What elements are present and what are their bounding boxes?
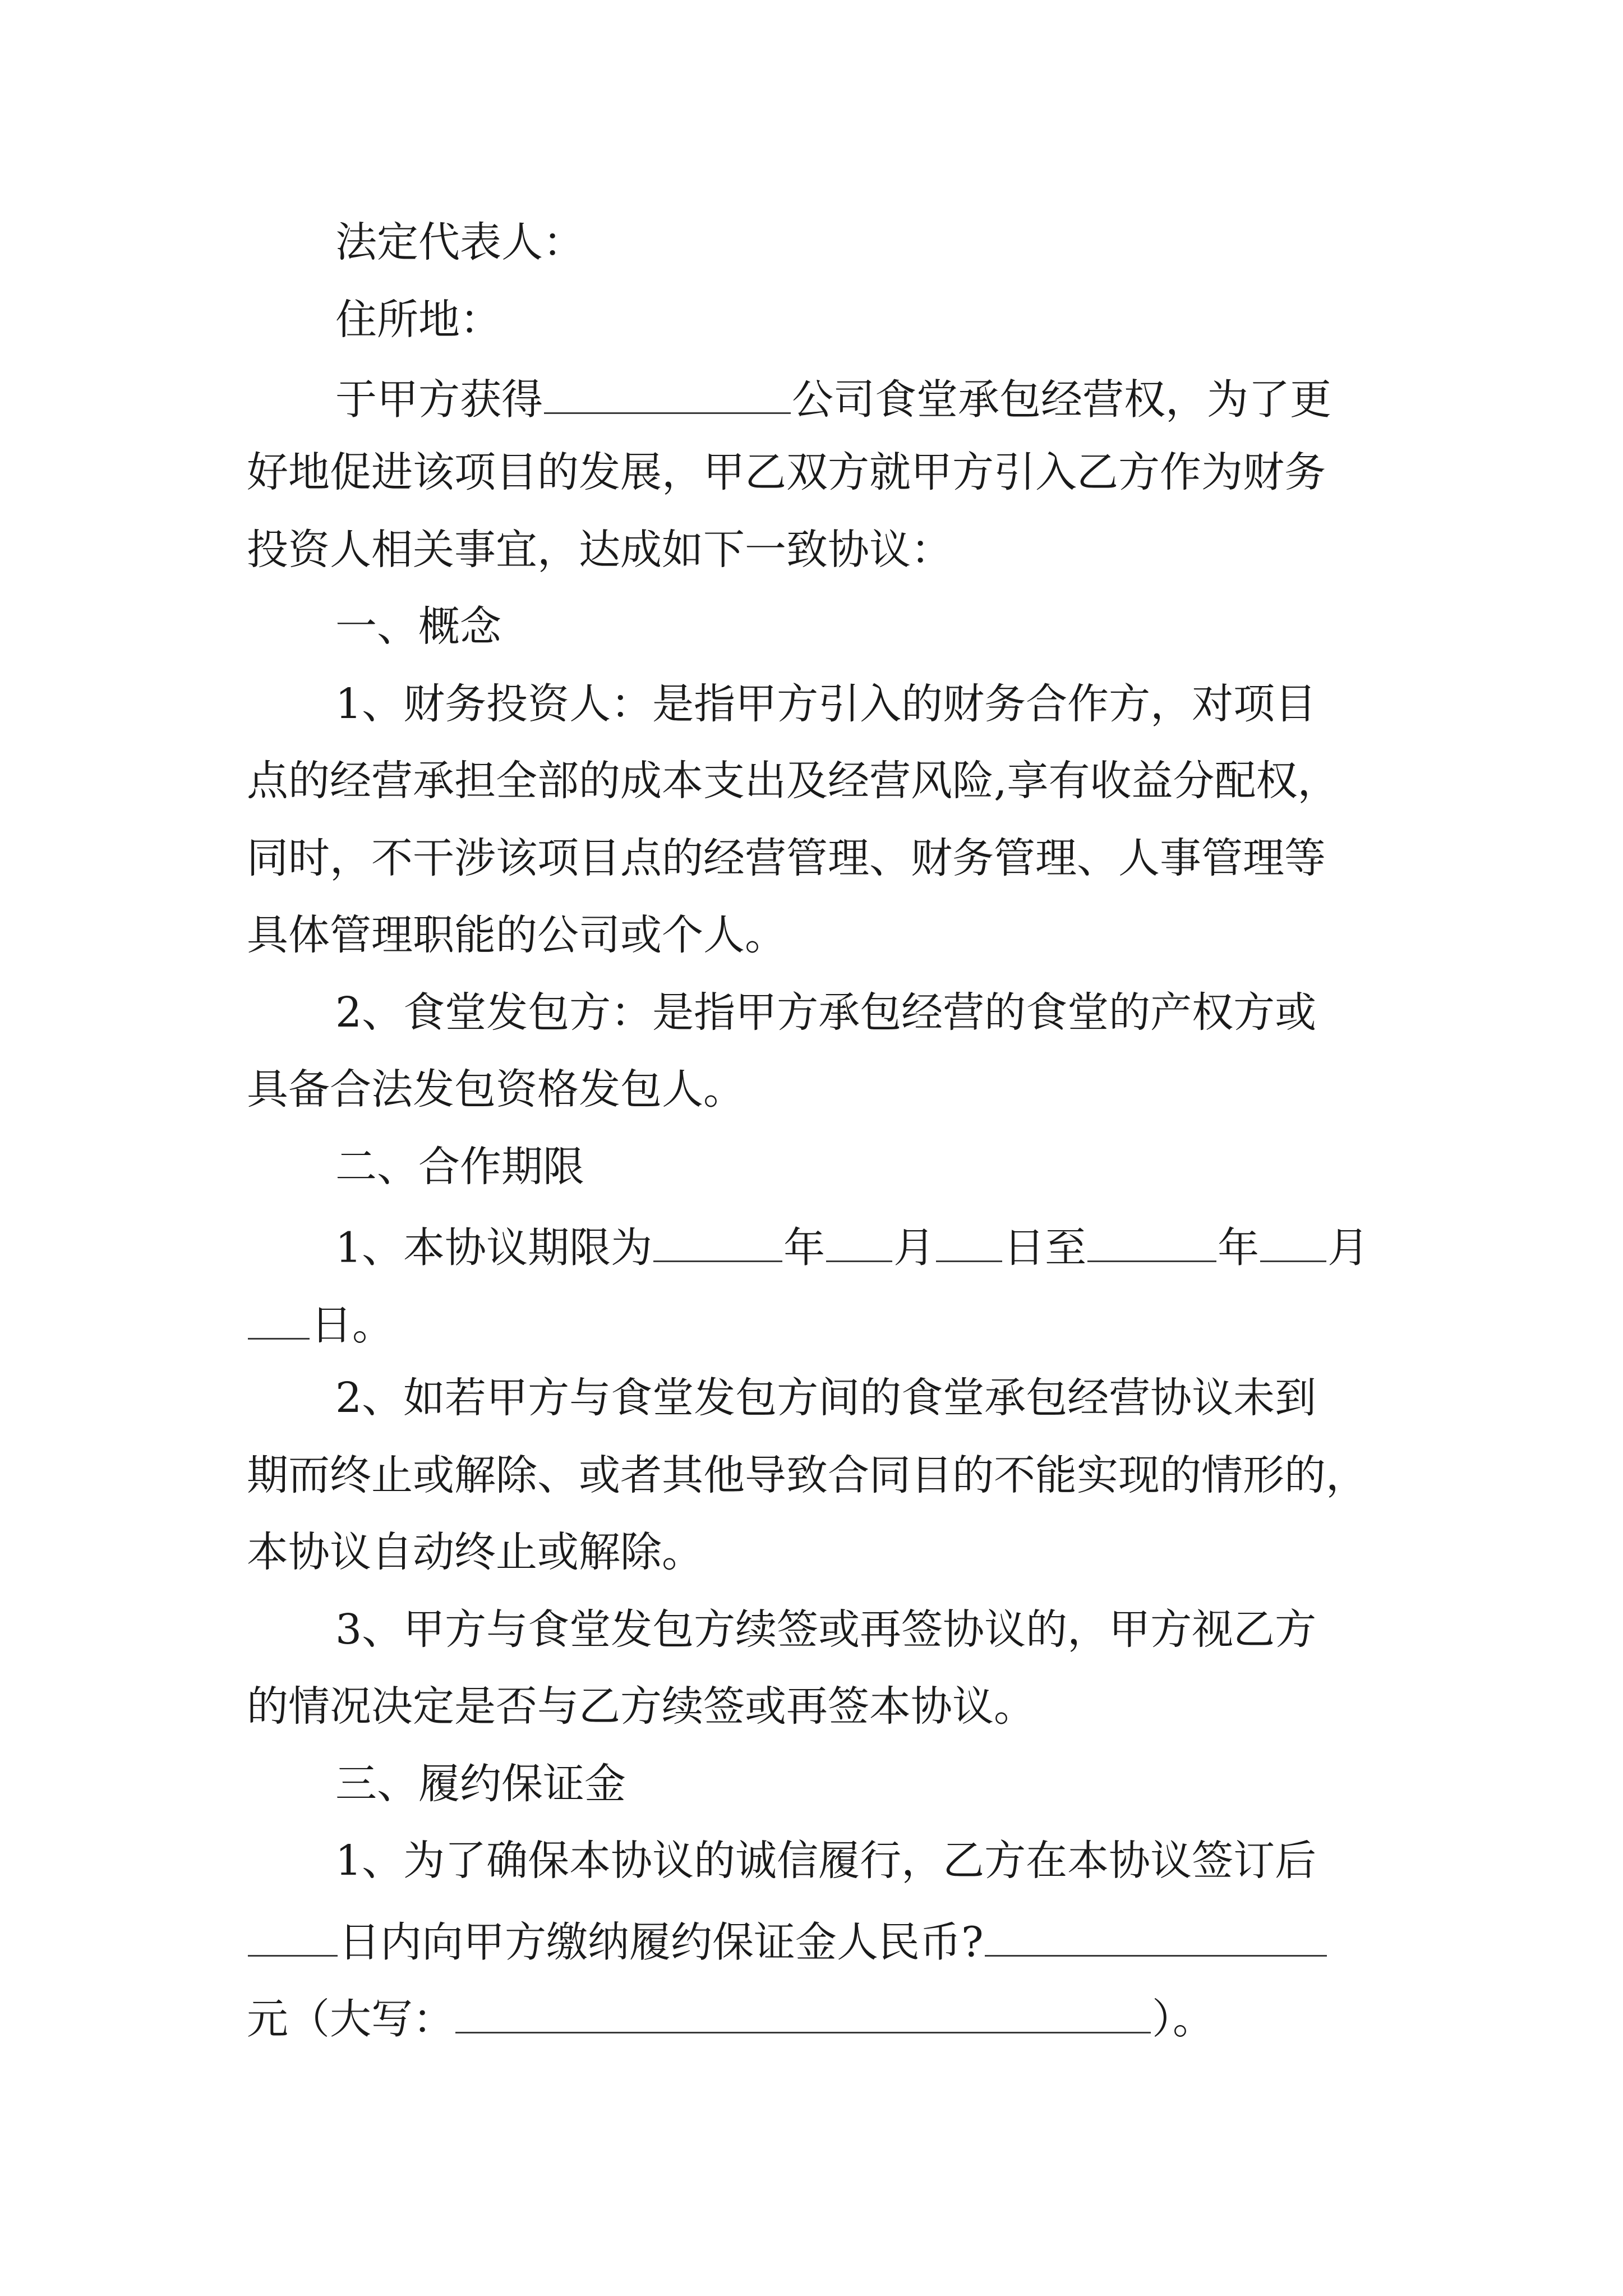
intro-text-1: 于甲方获得	[335, 375, 543, 424]
amount-words-prefix: 元（大写：	[247, 1995, 454, 2044]
s1-item1-line4: 具体管理职能的公司或个人。	[247, 911, 786, 959]
s1-item2-line2: 具备合法发包资格发包人。	[247, 1065, 745, 1114]
days-blank	[248, 1917, 338, 1957]
amount-blank	[985, 1917, 1327, 1957]
amount-words-suffix: ）。	[1152, 1995, 1214, 2044]
start-day-blank	[936, 1223, 1002, 1262]
amount-words-blank	[455, 1994, 1151, 2033]
s3-item1-line3	[247, 1994, 1214, 2044]
end-month-label: 月	[1327, 1223, 1370, 1272]
intro-line-2: 好地促进该项目的发展，甲乙双方就甲方引入乙方作为财务	[247, 448, 1326, 496]
s2-item2-line3: 本协议自动终止或解除。	[247, 1528, 703, 1576]
section-2-heading: 二、合作期限	[335, 1143, 584, 1191]
representative-label: 法定代表人：	[335, 218, 584, 266]
intro-line-1	[335, 375, 1331, 424]
start-month-blank	[826, 1223, 892, 1262]
term-prefix: 1、本协议期限为	[335, 1223, 653, 1272]
s2-item3-line1: 3、甲方与食堂发包方续签或再签协议的，甲方视乙方	[335, 1605, 1317, 1654]
end-day-label: 日。	[311, 1301, 394, 1350]
s3-item1-line1: 1、为了确保本协议的诚信履行，乙方在本协议签订后	[335, 1837, 1317, 1885]
s2-item2-line2: 期而终止或解除、或者其他导致合同目的不能实现的情形的，	[247, 1451, 1367, 1499]
section-3-heading: 三、履约保证金	[335, 1760, 626, 1808]
end-day-blank	[248, 1300, 310, 1340]
end-year-blank	[1087, 1223, 1216, 1262]
end-year-label: 年	[1218, 1223, 1260, 1272]
s2-item1-line1	[335, 1223, 1370, 1272]
intro-line-3: 投资人相关事宜，达成如下一致协议：	[247, 526, 952, 574]
s2-item1-line2	[247, 1300, 394, 1350]
day-to-label: 日至	[1003, 1223, 1087, 1272]
deposit-text: 日内向甲方缴纳履约保证金人民币?	[339, 1918, 984, 1967]
s1-item1-line2: 点的经营承担全部的成本支出及经营风险,享有收益分配权，	[247, 757, 1339, 805]
s2-item3-line2: 的情况决定是否与乙方续签或再签本协议。	[247, 1682, 1035, 1731]
section-1-heading: 一、概念	[335, 602, 501, 651]
intro-text-2: 公司食堂承包经营权，为了更	[792, 375, 1331, 424]
start-month-label: 月	[893, 1223, 935, 1272]
s1-item2-line1: 2、食堂发包方：是指甲方承包经营的食堂的产权方或	[335, 988, 1317, 1037]
address-label: 住所地：	[335, 296, 501, 344]
company-name-blank	[544, 375, 791, 414]
s3-item1-line2	[247, 1917, 1328, 1967]
start-year-blank	[653, 1223, 782, 1262]
end-month-blank	[1260, 1223, 1326, 1262]
s1-item1-line1: 1、财务投资人：是指甲方引入的财务合作方，对项目	[335, 680, 1317, 728]
s2-item2-line1: 2、如若甲方与食堂发包方间的食堂承包经营协议未到	[335, 1374, 1317, 1422]
start-year-label: 年	[783, 1223, 826, 1272]
s1-item1-line3: 同时，不干涉该项目点的经营管理、财务管理、人事管理等	[247, 834, 1326, 882]
